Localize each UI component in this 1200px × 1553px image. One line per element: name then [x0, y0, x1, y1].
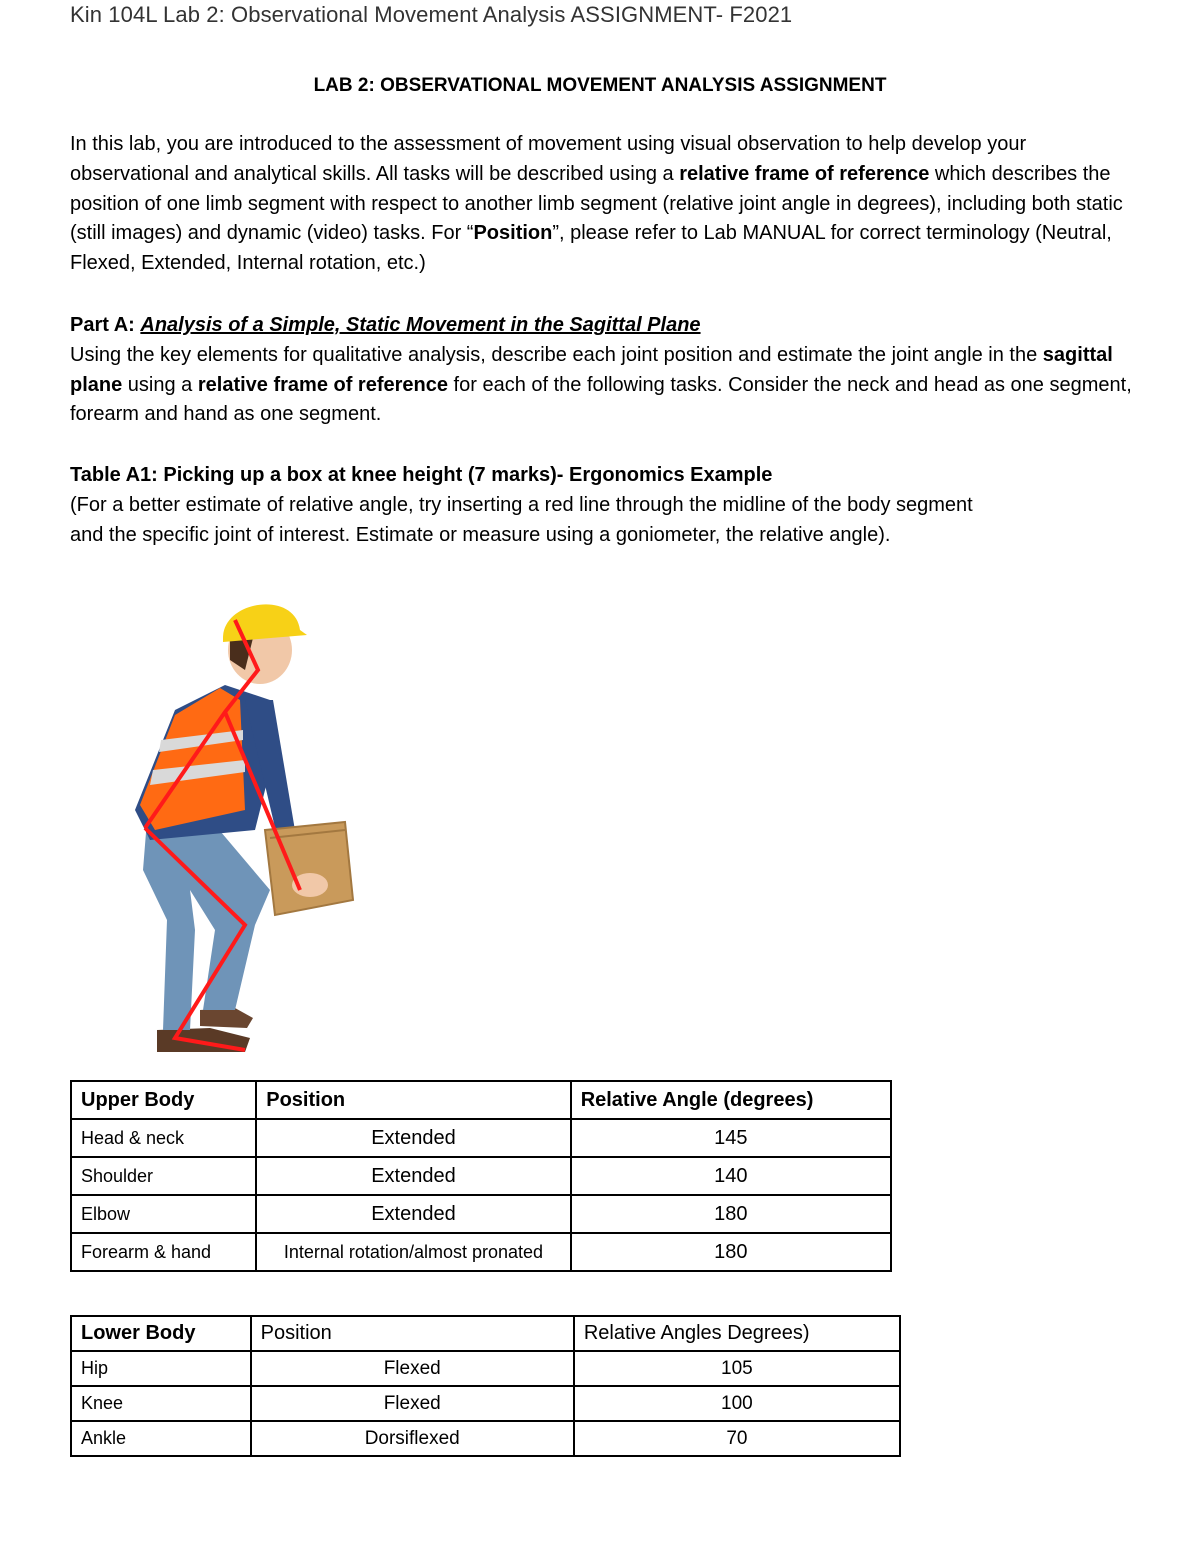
joint-position: Extended	[256, 1119, 570, 1157]
intro-paragraph: In this lab, you are introduced to the assessment of movement using visual observation to help develop your observational and analytical skills. All tasks will be described using a relative frame of reference which describes the position of one limb segment with respect to another limb segment (relative joint angle in degrees), including both static (still images) and dynamic (video) tasks. For “Position”, please refer to Lab MANUAL for correct terminology (Neutral, Flexed, Extended, Internal rotation, etc.)	[70, 133, 1123, 275]
joint-position: Extended	[256, 1195, 570, 1233]
joint-name: Forearm & hand	[71, 1233, 256, 1271]
joint-name: Ankle	[71, 1421, 251, 1456]
joint-angle: 145	[571, 1119, 891, 1157]
joint-name: Elbow	[71, 1195, 256, 1233]
joint-angle: 180	[571, 1233, 891, 1271]
table-row	[71, 1386, 900, 1421]
table-row	[71, 1195, 891, 1233]
table-row	[71, 1157, 891, 1195]
table-header-row	[71, 1081, 891, 1119]
table-row	[71, 1119, 891, 1157]
jeans	[143, 820, 270, 1030]
joint-position: Flexed	[251, 1351, 574, 1386]
joint-position: Extended	[256, 1157, 570, 1195]
joint-name: Hip	[71, 1351, 251, 1386]
upper-body-table	[70, 1080, 892, 1272]
table-row	[71, 1351, 900, 1386]
part-a-section	[70, 311, 1140, 430]
table-a1-note: (For a better estimate of relative angle, try inserting a red line through the midline of the body segment and the specific joint of interest. Estimate or measure using a goniometer, the relative angle).	[70, 493, 973, 546]
joint-name: Head & neck	[71, 1119, 256, 1157]
joint-position: Dorsiflexed	[251, 1421, 574, 1456]
table-a1-heading: Table A1: Picking up a box at knee height (7 marks)- Ergonomics Example	[70, 464, 773, 486]
header-lower-body: Lower Body	[71, 1316, 251, 1351]
joint-angle: 100	[574, 1386, 900, 1421]
joint-position: Internal rotation/almost pronated	[256, 1233, 570, 1271]
worker-lifting-box-figure	[95, 590, 425, 1070]
table-header-row	[71, 1316, 900, 1351]
header-position: Position	[256, 1081, 570, 1119]
page-title: LAB 2: OBSERVATIONAL MOVEMENT ANALYSIS ASSIGNMENT	[313, 75, 887, 96]
lower-body-table	[70, 1315, 901, 1457]
table-row	[71, 1421, 900, 1456]
header-relative-angles: Relative Angles Degrees)	[574, 1316, 900, 1351]
header-upper-body: Upper Body	[71, 1081, 256, 1119]
joint-name: Knee	[71, 1386, 251, 1421]
header-position: Position	[251, 1316, 574, 1351]
joint-angle: 140	[571, 1157, 891, 1195]
table-row	[71, 1233, 891, 1271]
joint-angle: 180	[571, 1195, 891, 1233]
joint-name: Shoulder	[71, 1157, 256, 1195]
part-a-instructions: Using the key elements for qualitative analysis, describe each joint position and estimate the joint angle in the sagittal plane using a relative frame of reference for each of the following tasks. Consider the neck and head as one segment, forearm and hand as one segment.	[70, 343, 1132, 426]
header-relative-angle: Relative Angle (degrees)	[571, 1081, 891, 1119]
table-a1-section	[70, 461, 1010, 550]
page-header: Kin 104L Lab 2: Observational Movement Analysis ASSIGNMENT- F2021	[70, 2, 793, 27]
joint-angle: 105	[574, 1351, 900, 1386]
joint-angle: 70	[574, 1421, 900, 1456]
front-shoe	[200, 1008, 253, 1028]
joint-position: Flexed	[251, 1386, 574, 1421]
part-a-heading: Part A: Analysis of a Simple, Static Movement in the Sagittal Plane	[70, 314, 701, 336]
